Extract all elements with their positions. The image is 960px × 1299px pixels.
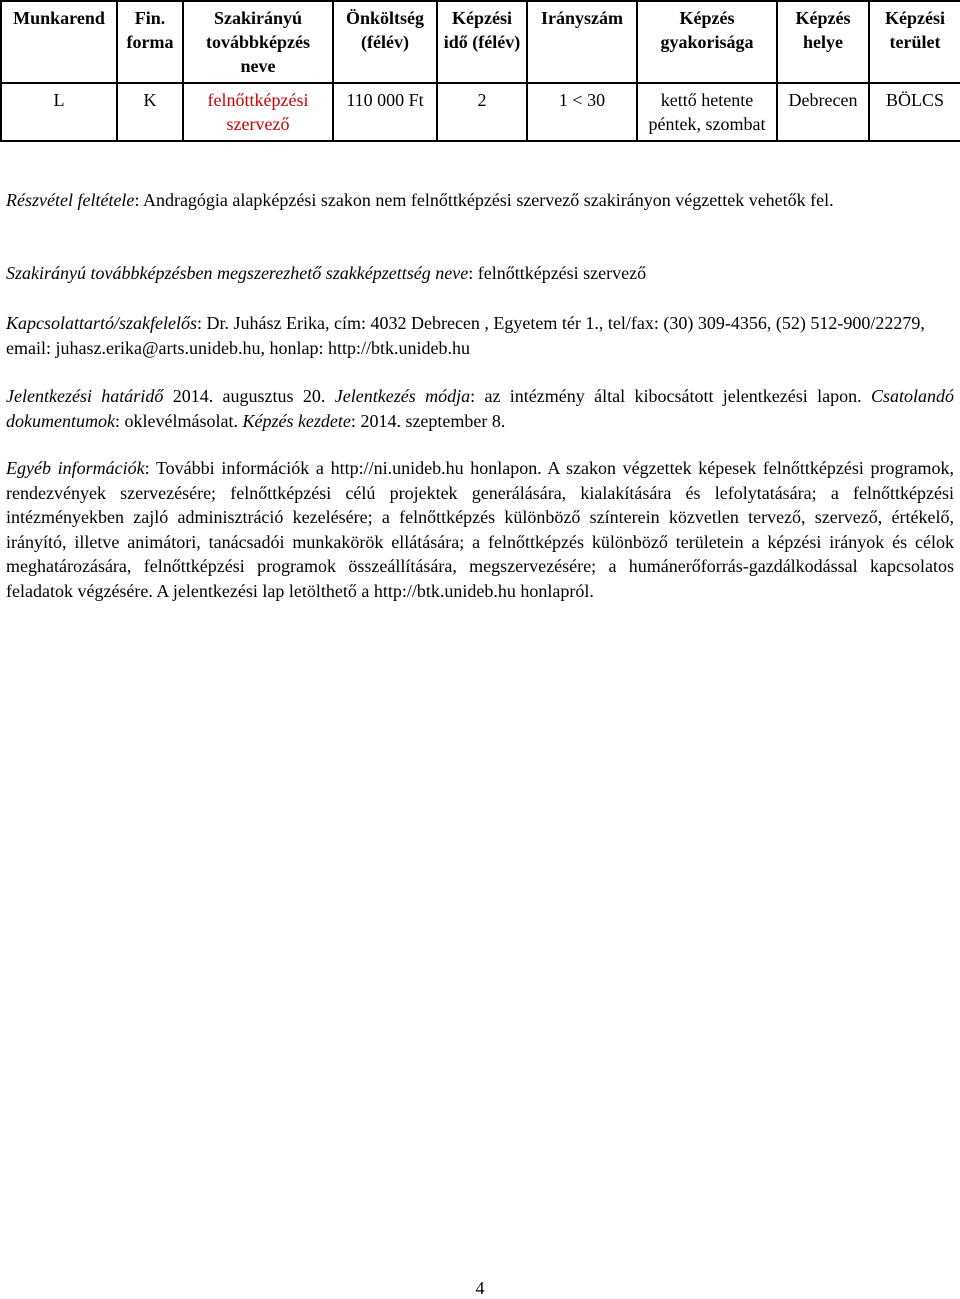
jelentkezes-paragraph: Jelentkezési határidő 2014. augusztus 20. Jelentkezés módja: az intézmény által kibocsátott jelentkezési lapon. Csatolandó dokumentumok: oklevélmásolat. Képzés kezdete: 2014. szeptember 8. [6, 386, 954, 431]
egyeb-label: Egyéb információk [6, 458, 145, 478]
szakkepzettseg-paragraph: Szakirányú továbbképzésben megszerezhető szakképzettség neve: felnőttképzési szervező [6, 263, 647, 283]
reszvetel-paragraph: Részvétel feltétele: Andragógia alapképzési szakon nem felnőttképzési szervező szakirányon végzettek vehetők fel. [6, 190, 834, 210]
reszvetel-text: Andragógia alapképzési szakon nem felnőttképzési szervező szakirányon végzettek vehetők fel. [142, 190, 834, 210]
modja-value: az intézmény által kibocsátott jelentkezési lapon. [484, 386, 862, 406]
header-onkoltseg: Önköltség (félév) [333, 1, 437, 83]
cell-szakiranyu-neve: felnőttképzési szervező [183, 83, 333, 141]
course-table [0, 0, 960, 142]
header-munkarend: Munkarend [1, 1, 117, 83]
cell-munkarend: L [1, 83, 117, 141]
header-iranyszam: Irányszám [527, 1, 637, 83]
cell-kepzesi-ido: 2 [437, 83, 527, 141]
header-fin-forma: Fin. forma [117, 1, 183, 83]
hatarido-label: Jelentkezési határidő [6, 386, 164, 406]
cell-onkoltseg: 110 000 Ft [333, 83, 437, 141]
cell-fin-forma: K [117, 83, 183, 141]
kezdete-label: Képzés kezdete [242, 410, 351, 431]
szakkepzettseg-label: Szakirányú továbbképzésben megszerezhető szakképzettség neve [6, 263, 469, 283]
page-number: 4 [475, 1278, 485, 1298]
modja-label: Jelentkezés módja [334, 386, 471, 406]
header-szakiranyu-neve: Szakirányú továbbképzés neve [183, 1, 333, 83]
dokumentumok-value: oklevélmásolat. [124, 410, 238, 431]
header-kepzes-gyakorisaga: Képzés gyakorisága [637, 1, 777, 83]
egyeb-paragraph: Egyéb információk: További információk a http://ni.unideb.hu honlapon. A szakon végzettek képesek felnőttképzési programok, rendezvények szervezésére; felnőttképzési célú projektek generálására, kialakítására és lefolytatására; a felnőttképzési intézményekben zajló adminisztráció kezelésére; a felnőttképzés különböző színterein közvetlen tervező, szervező, értékelő, irányító, illetve animátori, tanácsadói munkakörök ellátására; a felnőttképzés különböző területein a képzési irányok és célok meghatározására, felnőttképzési programok összeállítására, megszervezésére; a humánerőforrás-gazdálkodással kapcsolatos feladatok végzésére. A jelentkezési lap letölthető a http://btk.unideb.hu honlapról. [6, 458, 954, 601]
header-kepzes-helye: Képzés helye [777, 1, 869, 83]
kezdete-value: 2014. szeptember 8. [360, 410, 506, 431]
kapcsolattarto-text: Dr. Juhász Erika, cím: 4032 Debrecen , Egyetem tér 1., tel/fax: (30) 309-4356, (52) 512-900/22279, email: juhasz.erika@arts.unideb.hu, honlap: http://btk.unideb.hu [6, 313, 925, 358]
szakkepzettseg-text: felnőttképzési szervező [477, 263, 647, 283]
hatarido-value: 2014. augusztus 20. [172, 386, 326, 406]
egyeb-text: További információk a http://ni.unideb.hu honlapon. A szakon végzettek képesek felnőttképzési programok, rendezvények szervezésére; felnőttképzési célú projektek generálására, kialakítására és lefolytatására; a felnőttképzési intézményekben zajló adminisztráció kezelésére; a felnőttképzés különböző színterein közvetlen tervező, szervező, értékelő, irányító, illetve animátori, tanácsadói munkakörök ellátására; a felnőttképzés különböző területein a képzési irányok és célok meghatározására, felnőttképzési programok összeállítására, megszervezésére; a humánerőforrás-gazdálkodással kapcsolatos feladatok végzésére. A jelentkezési lap letölthető a http://btk.unideb.hu honlapról. [6, 458, 954, 601]
cell-kepzes-gyakorisaga: kettő hetente péntek, szombat [637, 83, 777, 141]
table-header-row [1, 1, 960, 83]
reszvetel-label: Részvétel feltétele [6, 190, 135, 210]
kapcsolattarto-paragraph: Kapcsolattartó/szakfelelős: Dr. Juhász Erika, cím: 4032 Debrecen , Egyetem tér 1., tel/fax: (30) 309-4356, (52) 512-900/22279, email: juhasz.erika@arts.unideb.hu, honlap: http://btk.unideb.hu [6, 313, 925, 358]
header-kepzesi-ido: Képzési idő (félév) [437, 1, 527, 83]
cell-kepzesi-terulet: BÖLCS [869, 83, 960, 141]
header-kepzesi-terulet: Képzési terület [869, 1, 960, 83]
table-row [1, 83, 960, 141]
cell-kepzes-helye: Debrecen [777, 83, 869, 141]
kapcsolattarto-label: Kapcsolattartó/szakfelelős [6, 313, 197, 333]
dokumentumok-label: Csatolandó dokumentumok [6, 386, 954, 431]
cell-iranyszam: 1 < 30 [527, 83, 637, 141]
